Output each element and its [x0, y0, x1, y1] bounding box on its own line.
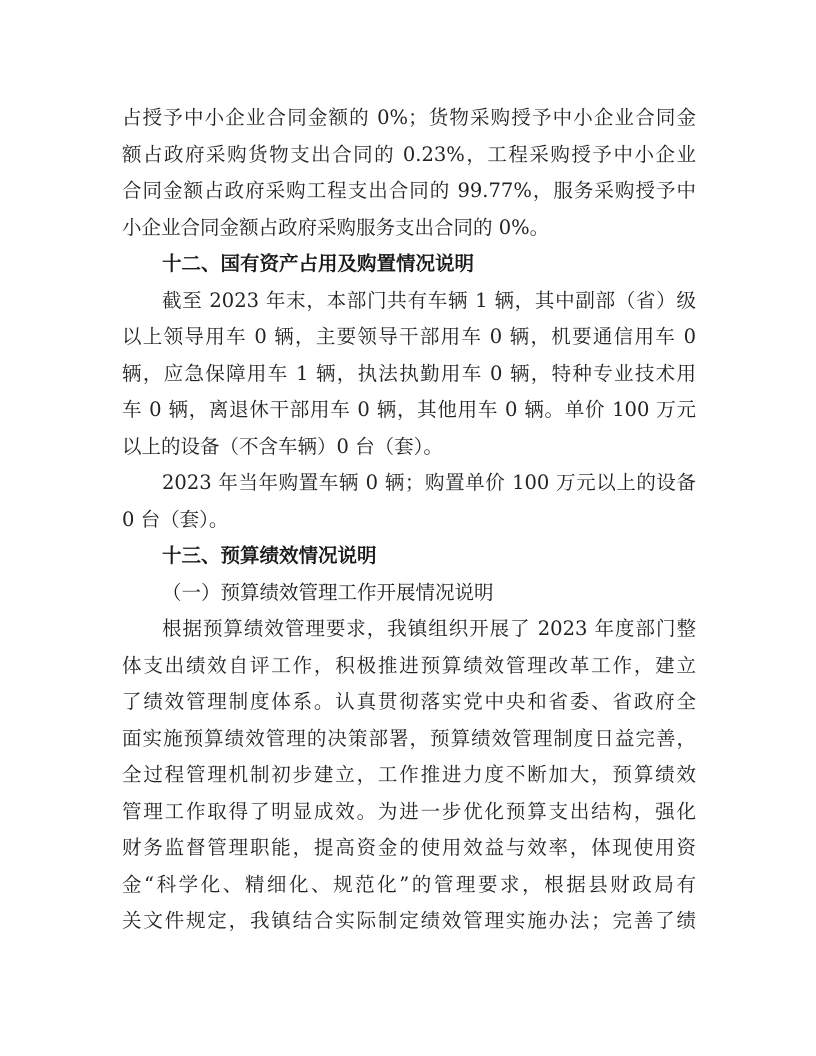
paragraph-line: 截至 2023 年末，本部门共有车辆 1 辆，其中副部（省）级: [162, 288, 696, 312]
paragraph-line: 关文件规定，我镇结合实际制定绩效管理实施办法；完善了绩: [122, 909, 696, 932]
paragraph-line: 2023 年当年购置车辆 0 辆；购置单价 100 万元以上的设备: [162, 471, 696, 494]
section-heading-twelve: 十二、国有资产占用及购置情况说明: [162, 252, 475, 275]
paragraph-line: 以上的设备（不含车辆）0 台（套）。: [122, 434, 443, 458]
subsection-heading: （一）预算绩效管理工作开展情况说明: [162, 580, 494, 604]
paragraph-line: 占授予中小企业合同金额的 0%；货物采购授予中小企业合同金: [122, 106, 696, 129]
paragraph-line: 了绩效管理制度体系。认真贯彻落实党中央和省委、省政府全: [122, 690, 696, 713]
paragraph-line: 辆，应急保障用车 1 辆，执法执勤用车 0 辆，特种专业技术用: [122, 361, 696, 385]
paragraph-line: 额占政府采购货物支出合同的 0.23%，工程采购授予中小企业: [122, 142, 696, 166]
paragraph-line: 面实施预算绩效管理的决策部署，预算绩效管理制度日益完善，: [122, 726, 696, 750]
paragraph-line: 小企业合同金额占政府采购服务支出合同的 0%。: [122, 215, 550, 239]
paragraph-line: 金“科学化、精细化、规范化”的管理要求，根据县财政局有: [122, 872, 696, 896]
paragraph-line: 管理工作取得了明显成效。为进一步优化预算支出结构，强化: [122, 799, 696, 823]
paragraph-line: 根据预算绩效管理要求，我镇组织开展了 2023 年度部门整: [162, 617, 696, 640]
paragraph-line: 体支出绩效自评工作，积极推进预算绩效管理改革工作，建立: [122, 653, 696, 677]
paragraph-line: 财务监督管理职能，提高资金的使用效益与效率，体现使用资: [122, 836, 696, 859]
paragraph-line: 合同金额占政府采购工程支出合同的 99.77%，服务采购授予中: [122, 179, 696, 202]
paragraph-line: 0 台（套）。: [122, 507, 229, 531]
paragraph-line: 全过程管理机制初步建立，工作推进力度不断加大，预算绩效: [122, 763, 696, 786]
paragraph-line: 车 0 辆，离退休干部用车 0 辆，其他用车 0 辆。单价 100 万元: [122, 398, 696, 421]
section-heading-thirteen: 十三、预算绩效情况说明: [162, 544, 377, 567]
paragraph-line: 以上领导用车 0 辆，主要领导干部用车 0 辆，机要通信用车 0: [122, 325, 696, 348]
document-page: [122, 100, 696, 940]
